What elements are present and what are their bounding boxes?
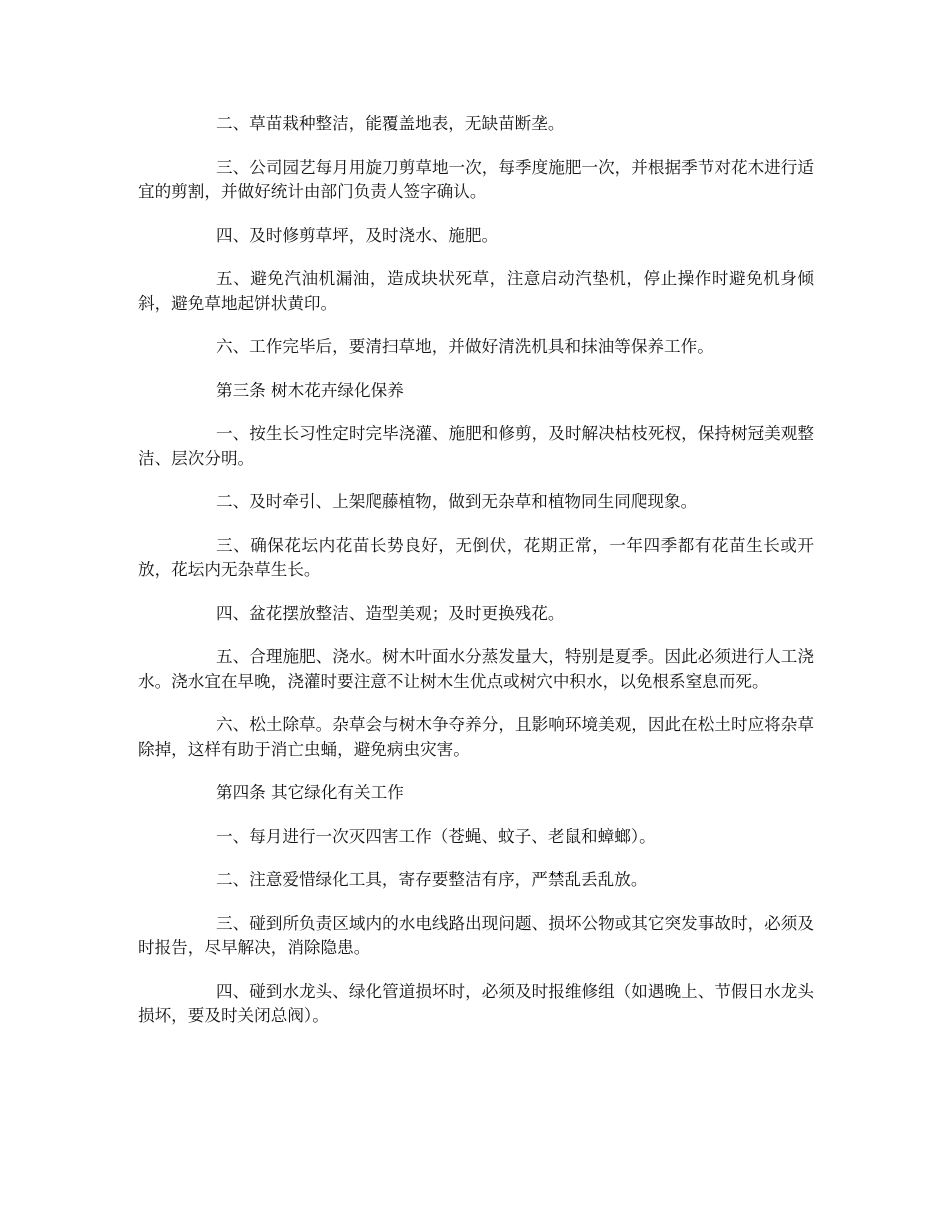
paragraph: 五、合理施肥、浇水。树木叶面水分蒸发量大，特别是夏季。因此必须进行人工浇水。浇水宜在早晚，浇灌时要注意不让树木生优点或树穴中积水，以免根系窒息而死。 (138, 647, 814, 691)
paragraph: 三、公司园艺每月用旋刀剪草地一次，每季度施肥一次，并根据季节对花木进行适宜的剪割，并做好统计由部门负责人签字确认。 (138, 157, 814, 201)
paragraph: 六、松土除草。杂草会与树木争夺养分，且影响环境美观，因此在松土时应将杂草除掉，这样有助于消亡虫蛹，避免病虫灾害。 (138, 715, 814, 759)
section-heading: 第三条 树木花卉绿化保养 (216, 380, 404, 400)
paragraph: 六、工作完毕后，要清扫草地，并做好清洗机具和抹油等保养工作。 (216, 337, 714, 356)
paragraph: 一、按生长习性定时完毕浇灌、施肥和修剪，及时解决枯枝死杈，保持树冠美观整洁、层次分明。 (138, 424, 814, 468)
document-body (138, 112, 814, 1048)
paragraph: 二、及时牵引、上架爬藤植物，做到无杂草和植物同生同爬现象。 (216, 492, 698, 511)
paragraph: 一、每月进行一次灭四害工作（苍蝇、蚊子、老鼠和蟑螂）。 (216, 826, 656, 846)
paragraph: 二、草苗栽种整洁，能覆盖地表，无缺苗断垄。 (216, 114, 565, 133)
section-heading: 第四条 其它绿化有关工作 (216, 783, 404, 802)
paragraph: 二、注意爱惜绿化工具，寄存要整洁有序，严禁乱丢乱放。 (216, 870, 648, 889)
paragraph: 四、及时修剪草坪，及时浇水、施肥。 (216, 225, 499, 245)
paragraph: 四、碰到水龙头、绿化管道损坏时，必须及时报维修组（如遇晚上、节假日水龙头损坏，要及时关闭总阀）。 (138, 981, 814, 1025)
paragraph: 五、避免汽油机漏油，造成块状死草，注意启动汽垫机，停止操作时避免机身倾斜，避免草地起饼状黄印。 (138, 269, 814, 313)
paragraph: 四、盆花摆放整洁、造型美观；及时更换残花。 (216, 603, 565, 623)
paragraph: 三、确保花坛内花苗长势良好，无倒伏，花期正常，一年四季都有花苗生长或开放，花坛内无杂草生长。 (138, 535, 814, 579)
paragraph: 三、碰到所负责区域内的水电线路出现问题、损坏公物或其它突发事故时，必须及时报告，尽早解决，消除隐患。 (138, 913, 814, 957)
